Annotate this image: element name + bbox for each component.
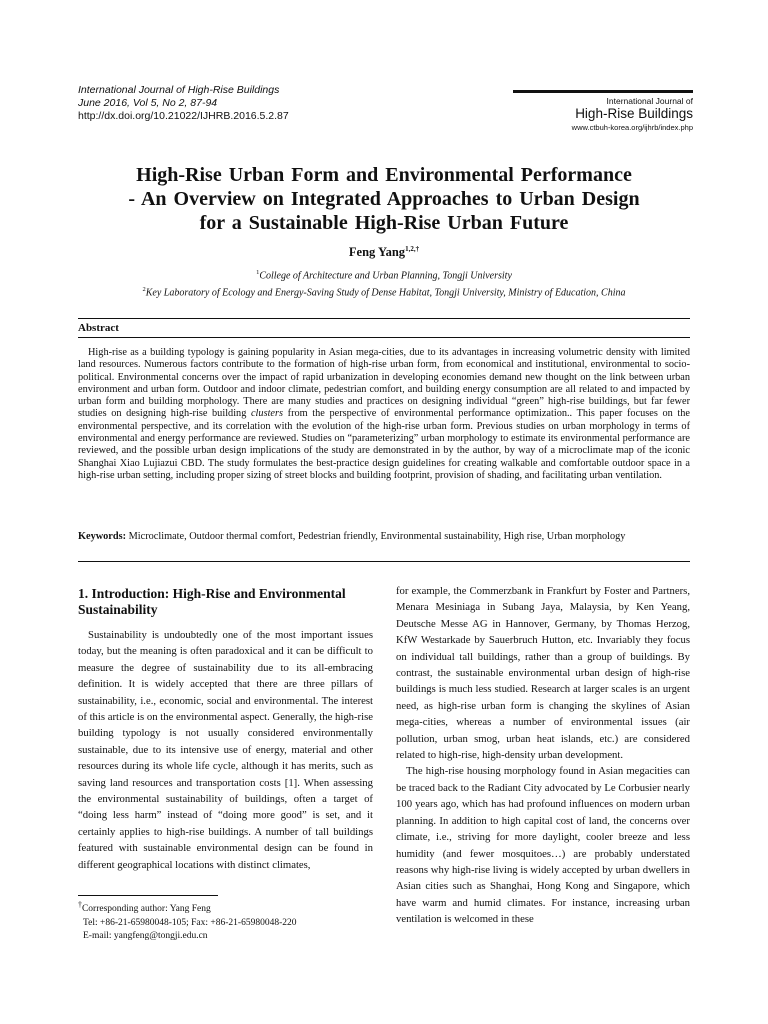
affiliations bbox=[70, 266, 698, 301]
abstract-top-rule bbox=[78, 318, 690, 319]
keywords-text: Microclimate, Outdoor thermal comfort, Pedestrian friendly, Environmental sustainability, High rise, Urban morphology bbox=[128, 531, 626, 542]
abstract-text bbox=[78, 347, 690, 482]
keywords-label: Keywords: bbox=[78, 531, 127, 542]
journal-logo bbox=[513, 90, 693, 134]
abstract-emphasis: clusters bbox=[250, 408, 284, 420]
journal-name: International Journal of High-Rise Buildings bbox=[78, 84, 280, 96]
logo-small-text: International Journal of bbox=[606, 96, 693, 106]
affiliation-1-text: College of Architecture and Urban Planning, Tongji University bbox=[259, 270, 512, 282]
author-name: Feng Yang bbox=[348, 245, 406, 260]
affiliation-1-marker: 1 bbox=[256, 269, 260, 276]
title-line: for a Sustainable High-Rise Urban Future bbox=[199, 212, 569, 234]
right-column bbox=[396, 583, 690, 928]
left-column-paragraph: Sustainability is undoubtedly one of the most important issues today, but the meaning is often paradoxical and it can be difficult to measure the degree of sustainability due to its all-embracing definition. It is widely accepted that there are three pillars of sustainability, i.e., economic, social and environmental. The interest of this article is on the environmental aspect. Generally, the high-rise building typology is not usually considered environmentally sustainable, due to its intensive use of energy, material and other resources during its whole life cycle, although it has merits, such as saving land resources and transportation costs [1]. When assessing the environmental sustainability of buildings, often a target of “doing less harm” instead of “doing more good” is set, and it certainly applies to high-rise buildings. A number of tall buildings featured with sustainable environmental design can be found in different geographical locations with distinct climates, bbox=[78, 629, 373, 871]
footnote-mark: † bbox=[78, 900, 82, 909]
author-superscript: 1,2,† bbox=[405, 245, 420, 253]
journal-url[interactable]: www.ctbuh-korea.org/ijhrb/index.php bbox=[571, 123, 693, 132]
title-line: - An Overview on Integrated Approaches to Urban Design bbox=[128, 188, 640, 210]
doi-link[interactable]: http://dx.doi.org/10.21022/IJHRB.2016.5.2.87 bbox=[78, 110, 289, 122]
logo-rule bbox=[513, 90, 693, 93]
keywords bbox=[78, 530, 690, 543]
abstract-heading: Abstract bbox=[78, 322, 119, 334]
title-line: High-Rise Urban Form and Environmental Performance bbox=[136, 164, 632, 186]
abstract-text-part: from the perspective of environmental performance optimization.. This paper focuses on the environmental perspective, and its correlation with the evolution of the high-rise urban form. Previous studies on urban morphology in terms of environmental and energy performance are reviewed. Studies on “parameterizing” urban morphology to estimate its environmental performance are reviewed, and the possible urban design implications of the study are demonstrated in by the author, by way of a microclimate map of the iconic Shanghai Xiao Lujiazui CBD. The study formulates the best-practice design guidelines for creating walkable and comfortable outdoor space in a high-rise urban setting, including proper sizing of street blocks and building footprint, provision of shading, and facilitating urban ventilation. bbox=[78, 408, 690, 481]
right-column-paragraph: for example, the Commerzbank in Frankfurt by Foster and Partners, Menara Mesiniaga in Subang Jaya, Malaysia, by Ken Yeang, Deutsche Messe AG in Hannover, Germany, by Thomas Herzog, KfW Westarkade by Sauerbruch Hutton, etc. Invariably they focus on individual tall buildings, rather than a group of buildings. By contrast, the sustainable environmental urban design of high-rise buildings is much less studied. Research at larger scales is an urgent need, as high-rise urban form is changing the skylines of Asian mega-cities, whereas a number of environmental issues (air pollution, urban smog, urban heat islands, etc.) are considered related to high-rise, high-density urban development. bbox=[396, 585, 690, 762]
corresponding-author: Corresponding author: Yang Feng bbox=[81, 904, 211, 915]
footnote bbox=[78, 898, 378, 944]
author-line bbox=[70, 245, 698, 260]
affiliation-2 bbox=[70, 283, 698, 300]
abstract-text-part: High-rise as a building typology is gaining popularity in Asian mega-cities, due to its advantages in increasing volumetric density with limited land resources. Numerous factors contribute to the formation of high-rise urban form, from economical and institutional, environmental to socio-political. Environmental concerns over the impact of rapid urbanization in developing economies demand new thought on the link between urban environment and urban form. Outdoor and indoor climate, pedestrian comfort, and building energy consumption are all related to and impacted by urban form and building morphology. There are many studies and practices on designing individual “green” high-rise buildings, but far fewer studies on designing high-rise building bbox=[78, 347, 690, 420]
journal-citation bbox=[78, 84, 289, 123]
contact-email[interactable]: E-mail: yangfeng@tongji.edu.cn bbox=[83, 931, 208, 942]
affiliation-1 bbox=[70, 266, 698, 283]
affiliation-2-text: Key Laboratory of Ecology and Energy-Saving Study of Dense Habitat, Tongji University, Ministry of Education, China bbox=[145, 287, 626, 299]
contact-phone: Tel: +86-21-65980048-105; Fax: +86-21-65980048-220 bbox=[83, 917, 297, 928]
section-heading: 1. Introduction: High-Rise and Environmental Sustainability bbox=[78, 586, 346, 617]
right-column-paragraph: The high-rise housing morphology found in Asian megacities can be traced back to the Radiant City advocated by Le Corbusier nearly 100 years ago, which has had profound influences on modern urban planning. In addition to high capital cost of land, the concerns over climate, i.e., striving for more daylight, cooler breeze and less humidity (and fewer mosquitoes…) are probably understated reasons why high-rise living is widely accepted by urban dwellers in Asian cities such as Shanghai, Hong Kong and Singapore, which have warm and humid climates. For instance, increasing urban ventilation is welcomed in these bbox=[396, 765, 690, 926]
keywords-bottom-rule bbox=[78, 561, 690, 562]
logo-big-text: High-Rise Buildings bbox=[575, 106, 693, 121]
journal-issue: June 2016, Vol 5, No 2, 87-94 bbox=[78, 97, 218, 109]
paper-title bbox=[70, 163, 698, 235]
footnote-rule bbox=[78, 895, 218, 896]
abstract-heading-rule bbox=[78, 337, 690, 338]
affiliation-2-marker: 2 bbox=[142, 286, 146, 294]
